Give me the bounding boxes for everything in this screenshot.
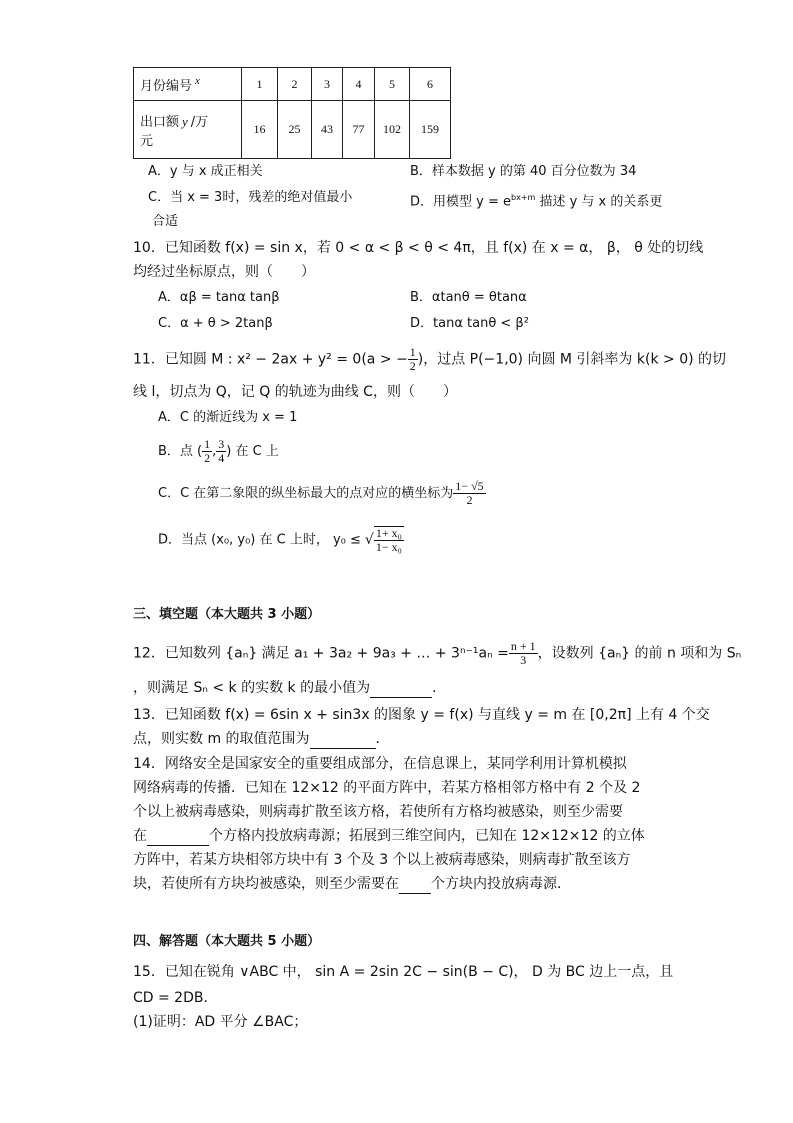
q11-stem-line1: 11．已知圆 M : x² − 2ax + y² = 0(a > − $\frac{1}{2}$ )，过点 P(−1,0) 向圆 M 引斜率为 k(k > 0) 的切	[133, 345, 727, 373]
section-4-heading: 四、解答题（本大题共 5 小题）	[133, 934, 321, 949]
table-cell: 43	[312, 101, 343, 159]
q10-option-b: B．αtanθ = θtanα	[410, 290, 527, 305]
q11-option-d: D．当点 (x₀, y₀) 在 C 上时， y₀ ≤ √ $\frac{\text{1+ x₀}}{\text{1− x₀}}$	[158, 526, 402, 554]
table-cell: 25	[278, 101, 312, 159]
table-cell: 159	[410, 101, 451, 159]
q11-option-a: A．C 的渐近线为 x = 1	[158, 410, 298, 425]
table-cell: 77	[343, 101, 375, 159]
table-header-export: 出口额 y /万 元	[134, 101, 242, 159]
table-cell: 1	[242, 68, 278, 101]
table-cell: 102	[375, 101, 410, 159]
q14-line6: 块，若使所有方块均被感染，则至少需要在 个方块内投放病毒源．	[133, 876, 571, 892]
data-table	[133, 67, 451, 159]
table-cell: 4	[343, 68, 375, 101]
answer-blank[interactable]	[399, 879, 431, 894]
q9-option-b: B．样本数据 y 的第 40 百分位数为 34	[410, 164, 637, 179]
q11-option-b: B．点 ( $\frac{1}{2}$ , $\frac{3}{4}$ ) 在 C 上	[158, 437, 279, 465]
q12-stem-line1: 12．已知数列 {aₙ} 满足 a₁ + 3a₂ + 9a₃ + … + 3ⁿ⁻¹aₙ = $\frac{n + 1}{3}$ ，设数列 {aₙ} 的前 n 项和为 Sₙ	[133, 639, 742, 667]
q9-option-c: C．当 x = 3时，残差的绝对值最小	[148, 190, 353, 205]
q10-option-c: C．α + θ > 2tanβ	[158, 316, 273, 331]
q10-stem-line2: 均经过坐标原点，则（ ）	[133, 264, 315, 280]
q10-option-d: D．tanα tanθ < β²	[410, 316, 529, 331]
table-header-month: 月份编号 $^x$	[134, 68, 242, 101]
table-cell: 6	[410, 68, 451, 101]
q15-stem-line1: 15．已知在锐角 ∨ABC 中， sin A = 2sin 2C − sin(B − C)， D 为 BC 边上一点，且	[133, 964, 674, 980]
answer-blank[interactable]	[147, 831, 209, 846]
q15-part1: (1)证明：AD 平分 ∠BAC；	[133, 1014, 308, 1030]
q13-stem-line1: 13．已知函数 f(x) = 6sin x + sin3x 的图象 y = f(x) 与直线 y = m 在 [0,2π] 上有 4 个交	[133, 707, 710, 723]
answer-blank[interactable]	[310, 734, 376, 749]
q14-line3: 个以上被病毒感染，则病毒扩散至该方格，若使所有方格均被感染，则至少需要	[133, 804, 623, 820]
q11-stem-line2: 线 l，切点为 Q，记 Q 的轨迹为曲线 C，则（ ）	[133, 384, 457, 400]
q13-stem-line2: 点，则实数 m 的取值范围为 ．	[133, 731, 390, 747]
table-cell: 5	[375, 68, 410, 101]
q9-option-d: D．用模型 $y = e^{bx+m}$ 描述 y 与 x 的关系更	[410, 193, 663, 210]
q15-stem-line2: CD = 2DB．	[133, 990, 218, 1006]
table-cell: 2	[278, 68, 312, 101]
q14-line2: 网络病毒的传播．已知在 12×12 的平面方阵中，若某方格相邻方格中有 2 个及 2	[133, 780, 641, 796]
answer-blank[interactable]	[370, 683, 432, 698]
q14-line4: 在 个方格内投放病毒源；拓展到三维空间内，已知在 12×12×12 的立体	[133, 828, 645, 844]
q9-option-c-cont: 合适	[152, 214, 179, 229]
q11-option-c: C．C 在第二象限的纵坐标最大的点对应的横坐标为 $\frac{1- √5}{2}$	[158, 479, 484, 507]
q12-stem-line2: ，则满足 Sₙ < k 的实数 k 的最小值为 ．	[133, 680, 447, 696]
table-cell: 16	[242, 101, 278, 159]
q10-option-a: A．αβ = tanα tanβ	[158, 290, 280, 305]
q9-option-a: A．y 与 x 成正相关	[148, 164, 263, 179]
q14-line1: 14．网络安全是国家安全的重要组成部分，在信息课上，某同学利用计算机模拟	[133, 756, 627, 772]
section-3-heading: 三、填空题（本大题共 3 小题）	[133, 607, 321, 622]
table-cell: 3	[312, 68, 343, 101]
q10-stem-line1: 10．已知函数 f(x) = sin x，若 0 < α < β < θ < 4π，且 f(x) 在 x = α， β， θ 处的切线	[133, 240, 704, 256]
q14-line5: 方阵中，若某方块相邻方块中有 3 个及 3 个以上被病毒感染，则病毒扩散至该方	[133, 852, 631, 868]
